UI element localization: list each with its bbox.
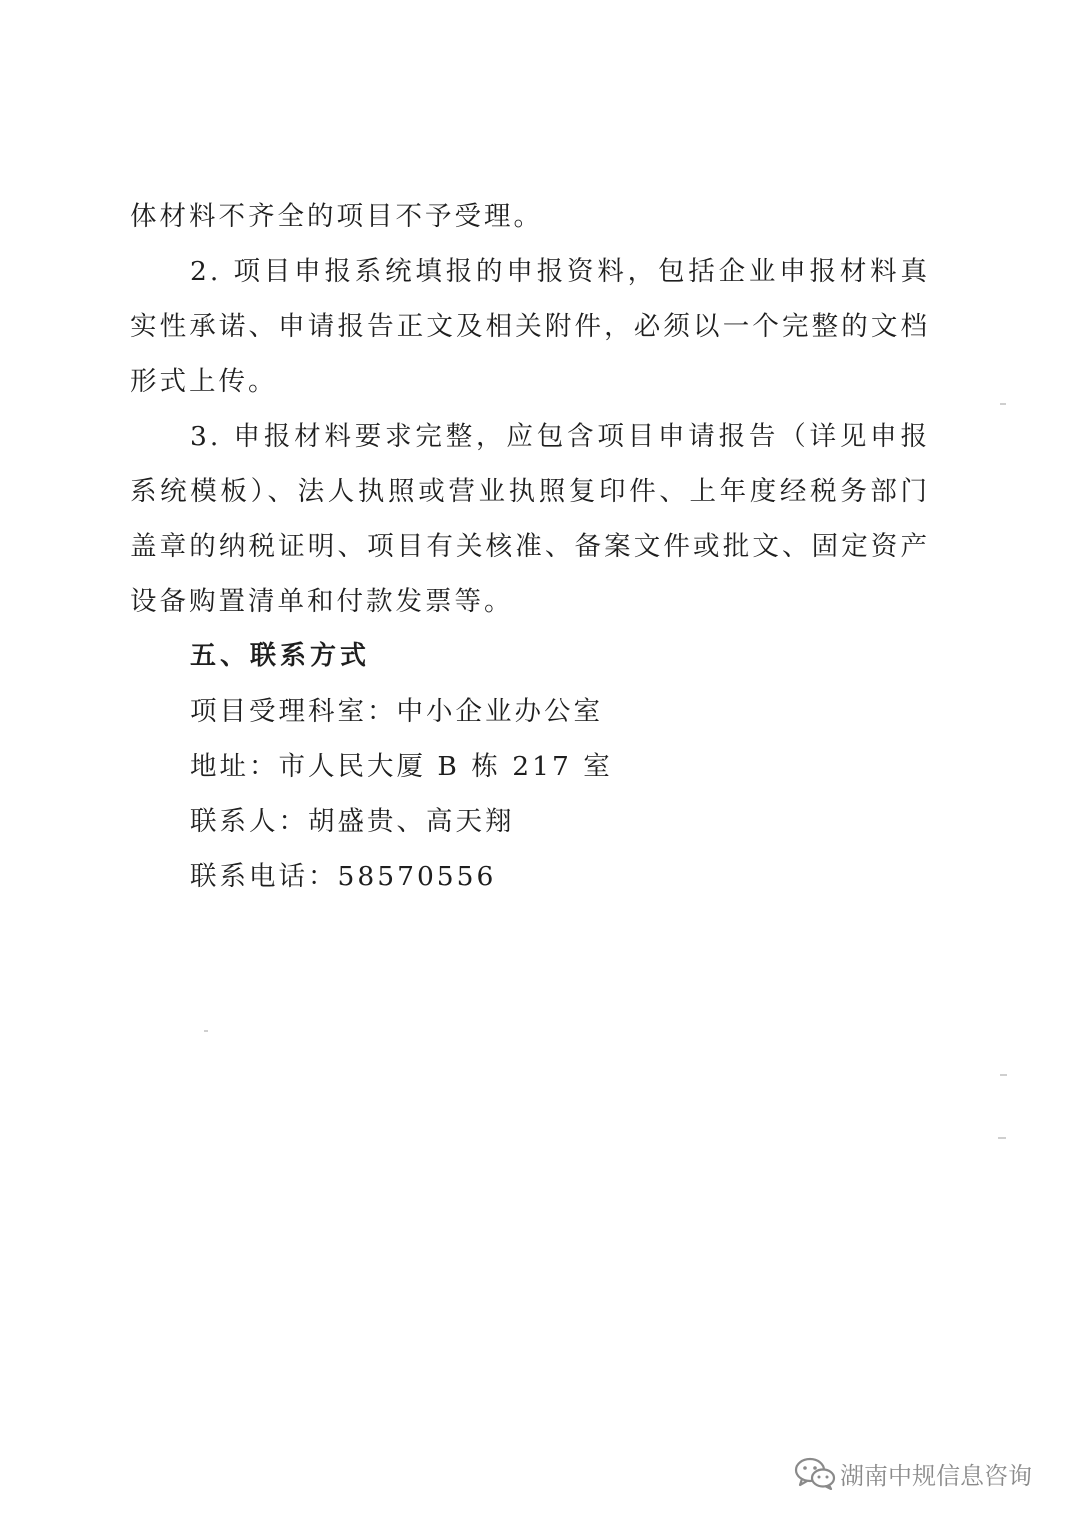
paragraph-item-2: 2. 项目申报系统填报的申报资料，包括企业申报材料真实性承诺、申请报告正文及相关附件，必须以一个完整的文档形式上传。: [130, 256, 930, 397]
watermark-text: 湖南中规信息咨询: [840, 1461, 1032, 1490]
paragraph-continuation: 体材料不齐全的项目不予受理。: [130, 201, 543, 232]
contact-phone: 联系电话：58570556: [190, 861, 497, 892]
paragraph-item-3: 3. 申报材料要求完整，应包含项目申请报告（详见申报系统模板）、法人执照或营业执照复印件、上年度经税务部门盖章的纳税证明、项目有关核准、备案文件或批文、固定资产设备购置清单和付款发票等。: [130, 421, 930, 617]
contact-address: 地址：市人民大厦 B 栋 217 室: [190, 751, 613, 782]
wechat-icon: [794, 1456, 836, 1490]
scan-speck: [1000, 1074, 1007, 1076]
scan-speck: [1000, 403, 1006, 405]
document-body: [130, 189, 930, 904]
contact-persons: 联系人：胡盛贵、高天翔: [190, 806, 515, 837]
section-heading-contact: 五、联系方式: [190, 641, 371, 671]
scan-speck: [204, 1030, 208, 1032]
watermark: [794, 1449, 1054, 1497]
contact-office: 项目受理科室：中小企业办公室: [190, 696, 603, 727]
scan-speck: [998, 1137, 1006, 1139]
